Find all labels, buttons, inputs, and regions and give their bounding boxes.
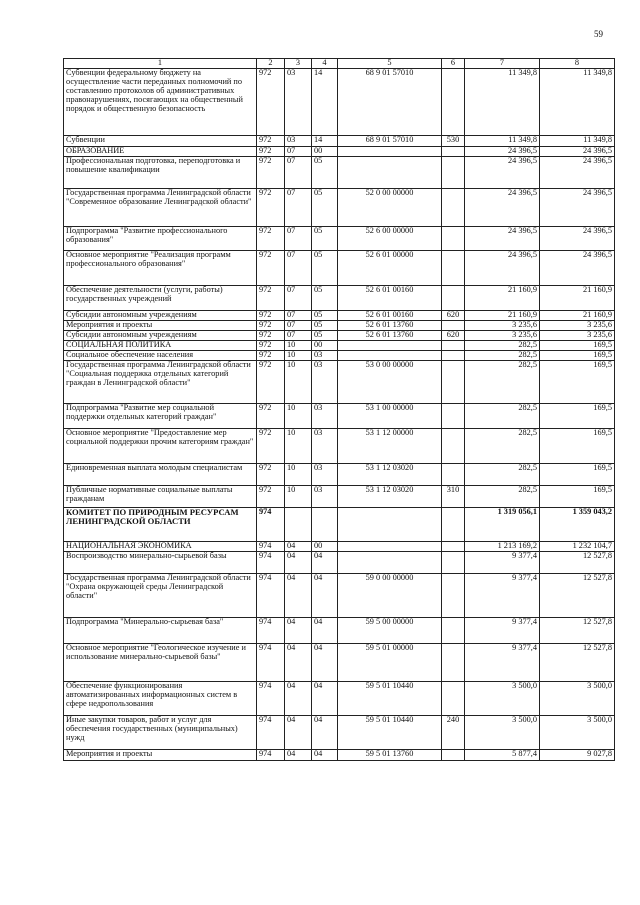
table-row — [64, 340, 615, 350]
ved-cell: 972 — [257, 146, 285, 156]
expense-type-cell — [442, 340, 465, 350]
table-row — [64, 310, 615, 320]
target-article-cell: 52 6 01 00160 — [338, 310, 442, 320]
year2-amount-cell: 169,5 — [540, 463, 615, 485]
budget-table — [63, 58, 615, 761]
target-article-cell — [338, 146, 442, 156]
ved-cell: 974 — [257, 573, 285, 617]
table-row — [64, 403, 615, 428]
expense-type-cell — [442, 285, 465, 310]
ved-cell: 972 — [257, 250, 285, 285]
expense-type-cell — [442, 681, 465, 715]
year1-amount-cell: 11 349,8 — [465, 135, 540, 146]
row-name-cell: Обеспечение деятельности (услуги, работы) государственных учреждений — [64, 285, 257, 310]
column-header: 4 — [312, 59, 338, 69]
expense-type-cell — [442, 749, 465, 760]
ved-cell: 974 — [257, 551, 285, 573]
target-article-cell: 52 6 01 13760 — [338, 330, 442, 340]
ved-cell: 972 — [257, 428, 285, 463]
table-row — [64, 643, 615, 681]
table-row — [64, 135, 615, 146]
row-name-cell: Государственная программа Ленинградской области "Социальная поддержка отдельных категорий граждан в Ленинградской области" — [64, 360, 257, 403]
year2-amount-cell: 169,5 — [540, 360, 615, 403]
target-article-cell — [338, 350, 442, 360]
year2-amount-cell: 11 349,8 — [540, 68, 615, 135]
row-name-cell: Подпрограмма "Развитие мер социальной поддержки отдельных категорий граждан" — [64, 403, 257, 428]
target-article-cell: 68 9 01 57010 — [338, 135, 442, 146]
expense-type-cell — [442, 403, 465, 428]
section-cell: 03 — [285, 135, 312, 146]
expense-type-cell — [442, 350, 465, 360]
row-name-cell: Профессиональная подготовка, переподготовка и повышение квалификации — [64, 156, 257, 188]
year2-amount-cell: 12 527,8 — [540, 617, 615, 643]
row-name-cell: Субвенции — [64, 135, 257, 146]
expense-type-cell — [442, 643, 465, 681]
year1-amount-cell: 3 500,0 — [465, 715, 540, 749]
target-article-cell: 53 0 00 00000 — [338, 360, 442, 403]
subsection-cell: 00 — [312, 541, 338, 551]
year2-amount-cell: 12 527,8 — [540, 551, 615, 573]
table-row — [64, 320, 615, 330]
year1-amount-cell: 24 396,5 — [465, 146, 540, 156]
section-cell: 04 — [285, 681, 312, 715]
subsection-cell — [312, 507, 338, 541]
target-article-cell — [338, 551, 442, 573]
row-name-cell: КОМИТЕТ ПО ПРИРОДНЫМ РЕСУРСАМ ЛЕНИНГРАДСКОЙ ОБЛАСТИ — [64, 507, 257, 541]
ved-cell: 972 — [257, 485, 285, 507]
year1-amount-cell: 24 396,5 — [465, 188, 540, 226]
ved-cell: 972 — [257, 350, 285, 360]
expense-type-cell: 620 — [442, 330, 465, 340]
target-article-cell — [338, 541, 442, 551]
row-name-cell: Государственная программа Ленинградской области "Современное образование Ленинградской области" — [64, 188, 257, 226]
row-name-cell: Подпрограмма "Минерально-сырьевая база" — [64, 617, 257, 643]
subsection-cell: 04 — [312, 643, 338, 681]
ved-cell: 972 — [257, 156, 285, 188]
column-header: 1 — [64, 59, 257, 69]
expense-type-cell: 240 — [442, 715, 465, 749]
year2-amount-cell: 12 527,8 — [540, 573, 615, 617]
section-cell: 10 — [285, 340, 312, 350]
year2-amount-cell: 169,5 — [540, 403, 615, 428]
year2-amount-cell: 169,5 — [540, 340, 615, 350]
section-cell: 10 — [285, 463, 312, 485]
table-row — [64, 485, 615, 507]
row-name-cell: Субсидии автономным учреждениям — [64, 330, 257, 340]
section-cell: 07 — [285, 188, 312, 226]
year1-amount-cell: 9 377,4 — [465, 573, 540, 617]
table-row — [64, 226, 615, 250]
year2-amount-cell: 1 359 043,2 — [540, 507, 615, 541]
subsection-cell: 04 — [312, 617, 338, 643]
year1-amount-cell: 1 319 056,1 — [465, 507, 540, 541]
expense-type-cell — [442, 541, 465, 551]
target-article-cell: 52 6 01 00160 — [338, 285, 442, 310]
row-name-cell: СОЦИАЛЬНАЯ ПОЛИТИКА — [64, 340, 257, 350]
year1-amount-cell: 9 377,4 — [465, 551, 540, 573]
ved-cell: 972 — [257, 320, 285, 330]
year1-amount-cell: 282,5 — [465, 350, 540, 360]
section-cell: 07 — [285, 310, 312, 320]
row-name-cell: Субсидии автономным учреждениям — [64, 310, 257, 320]
table-row — [64, 285, 615, 310]
table-row — [64, 350, 615, 360]
row-name-cell: Государственная программа Ленинградской области "Охрана окружающей среды Ленинградской области" — [64, 573, 257, 617]
section-cell: 10 — [285, 485, 312, 507]
subsection-cell: 05 — [312, 285, 338, 310]
page-number: 59 — [594, 29, 603, 39]
subsection-cell: 00 — [312, 146, 338, 156]
year1-amount-cell: 282,5 — [465, 403, 540, 428]
row-name-cell: Единовременная выплата молодым специалистам — [64, 463, 257, 485]
expense-type-cell — [442, 428, 465, 463]
ved-cell: 972 — [257, 188, 285, 226]
year2-amount-cell: 3 500,0 — [540, 681, 615, 715]
row-name-cell: НАЦИОНАЛЬНАЯ ЭКОНОМИКА — [64, 541, 257, 551]
row-name-cell: Мероприятия и проекты — [64, 320, 257, 330]
year2-amount-cell: 21 160,9 — [540, 310, 615, 320]
year1-amount-cell: 3 235,6 — [465, 320, 540, 330]
year1-amount-cell: 11 349,8 — [465, 68, 540, 135]
section-cell: 10 — [285, 428, 312, 463]
table-header-row — [64, 59, 615, 69]
column-header: 3 — [285, 59, 312, 69]
year1-amount-cell: 9 377,4 — [465, 617, 540, 643]
year1-amount-cell: 21 160,9 — [465, 285, 540, 310]
target-article-cell: 52 0 00 00000 — [338, 188, 442, 226]
ved-cell: 972 — [257, 340, 285, 350]
section-cell: 10 — [285, 403, 312, 428]
target-article-cell — [338, 156, 442, 188]
year2-amount-cell: 1 232 104,7 — [540, 541, 615, 551]
year2-amount-cell: 3 500,0 — [540, 715, 615, 749]
expense-type-cell — [442, 573, 465, 617]
target-article-cell: 53 1 12 00000 — [338, 428, 442, 463]
row-name-cell: Основное мероприятие "Геологическое изучение и использование минерально-сырьевой базы" — [64, 643, 257, 681]
row-name-cell: ОБРАЗОВАНИЕ — [64, 146, 257, 156]
expense-type-cell — [442, 188, 465, 226]
table-row — [64, 330, 615, 340]
section-cell: 07 — [285, 285, 312, 310]
year1-amount-cell: 282,5 — [465, 485, 540, 507]
ved-cell: 974 — [257, 643, 285, 681]
year2-amount-cell: 21 160,9 — [540, 285, 615, 310]
row-name-cell: Подпрограмма "Развитие профессионального образования" — [64, 226, 257, 250]
expense-type-cell — [442, 226, 465, 250]
section-cell: 07 — [285, 250, 312, 285]
year1-amount-cell: 5 877,4 — [465, 749, 540, 760]
ved-cell: 974 — [257, 749, 285, 760]
section-cell: 04 — [285, 551, 312, 573]
section-cell: 07 — [285, 330, 312, 340]
year1-amount-cell: 3 235,6 — [465, 330, 540, 340]
year1-amount-cell: 24 396,5 — [465, 156, 540, 188]
ved-cell: 974 — [257, 681, 285, 715]
subsection-cell: 03 — [312, 403, 338, 428]
ved-cell: 972 — [257, 403, 285, 428]
subsection-cell: 03 — [312, 463, 338, 485]
table-row — [64, 428, 615, 463]
year1-amount-cell: 1 213 169,2 — [465, 541, 540, 551]
table-row — [64, 463, 615, 485]
subsection-cell: 00 — [312, 340, 338, 350]
ved-cell: 972 — [257, 330, 285, 340]
subsection-cell: 03 — [312, 428, 338, 463]
table-row — [64, 68, 615, 135]
target-article-cell: 52 6 00 00000 — [338, 226, 442, 250]
ved-cell: 974 — [257, 507, 285, 541]
year1-amount-cell: 21 160,9 — [465, 310, 540, 320]
expense-type-cell: 620 — [442, 310, 465, 320]
subsection-cell: 04 — [312, 715, 338, 749]
table-row — [64, 749, 615, 760]
table-row — [64, 681, 615, 715]
table-row — [64, 250, 615, 285]
expense-type-cell — [442, 320, 465, 330]
column-header: 8 — [540, 59, 615, 69]
ved-cell: 972 — [257, 226, 285, 250]
year2-amount-cell: 12 527,8 — [540, 643, 615, 681]
row-name-cell: Социальное обеспечение населения — [64, 350, 257, 360]
row-name-cell: Иные закупки товаров, работ и услуг для обеспечения государственных (муниципальных) нужд — [64, 715, 257, 749]
table-row — [64, 146, 615, 156]
year1-amount-cell: 24 396,5 — [465, 226, 540, 250]
year2-amount-cell: 24 396,5 — [540, 146, 615, 156]
year2-amount-cell: 169,5 — [540, 428, 615, 463]
year1-amount-cell: 3 500,0 — [465, 681, 540, 715]
row-name-cell: Основное мероприятие "Реализация программ профессионального образования" — [64, 250, 257, 285]
subsection-cell: 04 — [312, 573, 338, 617]
subsection-cell: 04 — [312, 551, 338, 573]
subsection-cell: 05 — [312, 330, 338, 340]
year2-amount-cell: 3 235,6 — [540, 330, 615, 340]
target-article-cell: 59 5 01 10440 — [338, 715, 442, 749]
target-article-cell: 52 6 01 13760 — [338, 320, 442, 330]
section-cell: 04 — [285, 617, 312, 643]
subsection-cell: 04 — [312, 681, 338, 715]
target-article-cell: 59 5 00 00000 — [338, 617, 442, 643]
target-article-cell: 53 1 00 00000 — [338, 403, 442, 428]
target-article-cell: 68 9 01 57010 — [338, 68, 442, 135]
expense-type-cell — [442, 146, 465, 156]
expense-type-cell — [442, 156, 465, 188]
section-cell: 10 — [285, 360, 312, 403]
table-row — [64, 188, 615, 226]
expense-type-cell — [442, 68, 465, 135]
table-row — [64, 617, 615, 643]
year2-amount-cell: 9 027,8 — [540, 749, 615, 760]
section-cell: 07 — [285, 156, 312, 188]
row-name-cell: Воспроизводство минерально-сырьевой базы — [64, 551, 257, 573]
target-article-cell: 59 0 00 00000 — [338, 573, 442, 617]
target-article-cell: 59 5 01 00000 — [338, 643, 442, 681]
column-header: 7 — [465, 59, 540, 69]
table-row — [64, 360, 615, 403]
year1-amount-cell: 282,5 — [465, 340, 540, 350]
subsection-cell: 14 — [312, 68, 338, 135]
year1-amount-cell: 282,5 — [465, 428, 540, 463]
table-row — [64, 551, 615, 573]
ved-cell: 972 — [257, 285, 285, 310]
section-cell: 03 — [285, 68, 312, 135]
subsection-cell: 05 — [312, 156, 338, 188]
subsection-cell: 05 — [312, 226, 338, 250]
section-cell: 04 — [285, 715, 312, 749]
expense-type-cell — [442, 551, 465, 573]
subsection-cell: 05 — [312, 188, 338, 226]
year1-amount-cell: 282,5 — [465, 360, 540, 403]
year2-amount-cell: 169,5 — [540, 485, 615, 507]
target-article-cell: 53 1 12 03020 — [338, 485, 442, 507]
year2-amount-cell: 3 235,6 — [540, 320, 615, 330]
year1-amount-cell: 9 377,4 — [465, 643, 540, 681]
row-name-cell: Субвенции федеральному бюджету на осуществление части переданных полномочий по составлению протоколов об административных правонарушениях, посягающих на общественный порядок и общественную безопасность — [64, 68, 257, 135]
column-header: 5 — [338, 59, 442, 69]
row-name-cell: Основное мероприятие "Предоставление мер социальной поддержки прочим категориям граждан" — [64, 428, 257, 463]
subsection-cell: 03 — [312, 360, 338, 403]
section-cell — [285, 507, 312, 541]
subsection-cell: 03 — [312, 485, 338, 507]
expense-type-cell: 310 — [442, 485, 465, 507]
year2-amount-cell: 11 349,8 — [540, 135, 615, 146]
target-article-cell: 52 6 01 00000 — [338, 250, 442, 285]
section-cell: 04 — [285, 573, 312, 617]
expense-type-cell — [442, 360, 465, 403]
section-cell: 07 — [285, 146, 312, 156]
target-article-cell: 53 1 12 03020 — [338, 463, 442, 485]
table-row — [64, 715, 615, 749]
target-article-cell: 59 5 01 13760 — [338, 749, 442, 760]
ved-cell: 972 — [257, 360, 285, 403]
year2-amount-cell: 24 396,5 — [540, 156, 615, 188]
year2-amount-cell: 24 396,5 — [540, 250, 615, 285]
year2-amount-cell: 24 396,5 — [540, 226, 615, 250]
expense-type-cell: 530 — [442, 135, 465, 146]
section-cell: 10 — [285, 350, 312, 360]
expense-type-cell — [442, 250, 465, 285]
table-row — [64, 156, 615, 188]
row-name-cell: Обеспечение функционирования автоматизированных информационных систем в сфере недропользования — [64, 681, 257, 715]
ved-cell: 974 — [257, 617, 285, 643]
section-cell: 07 — [285, 320, 312, 330]
target-article-cell — [338, 340, 442, 350]
subsection-cell: 05 — [312, 320, 338, 330]
subsection-cell: 03 — [312, 350, 338, 360]
table-row — [64, 507, 615, 541]
expense-type-cell — [442, 617, 465, 643]
row-name-cell: Публичные нормативные социальные выплаты гражданам — [64, 485, 257, 507]
section-cell: 04 — [285, 749, 312, 760]
ved-cell: 974 — [257, 541, 285, 551]
column-header: 2 — [257, 59, 285, 69]
subsection-cell: 04 — [312, 749, 338, 760]
table-row — [64, 573, 615, 617]
target-article-cell — [338, 507, 442, 541]
year2-amount-cell: 24 396,5 — [540, 188, 615, 226]
target-article-cell: 59 5 01 10440 — [338, 681, 442, 715]
section-cell: 07 — [285, 226, 312, 250]
subsection-cell: 05 — [312, 250, 338, 285]
ved-cell: 972 — [257, 463, 285, 485]
column-header: 6 — [442, 59, 465, 69]
row-name-cell: Мероприятия и проекты — [64, 749, 257, 760]
year1-amount-cell: 282,5 — [465, 463, 540, 485]
ved-cell: 974 — [257, 715, 285, 749]
year1-amount-cell: 24 396,5 — [465, 250, 540, 285]
year2-amount-cell: 169,5 — [540, 350, 615, 360]
ved-cell: 972 — [257, 68, 285, 135]
ved-cell: 972 — [257, 135, 285, 146]
subsection-cell: 14 — [312, 135, 338, 146]
expense-type-cell — [442, 463, 465, 485]
subsection-cell: 05 — [312, 310, 338, 320]
section-cell: 04 — [285, 541, 312, 551]
ved-cell: 972 — [257, 310, 285, 320]
table-row — [64, 541, 615, 551]
section-cell: 04 — [285, 643, 312, 681]
expense-type-cell — [442, 507, 465, 541]
